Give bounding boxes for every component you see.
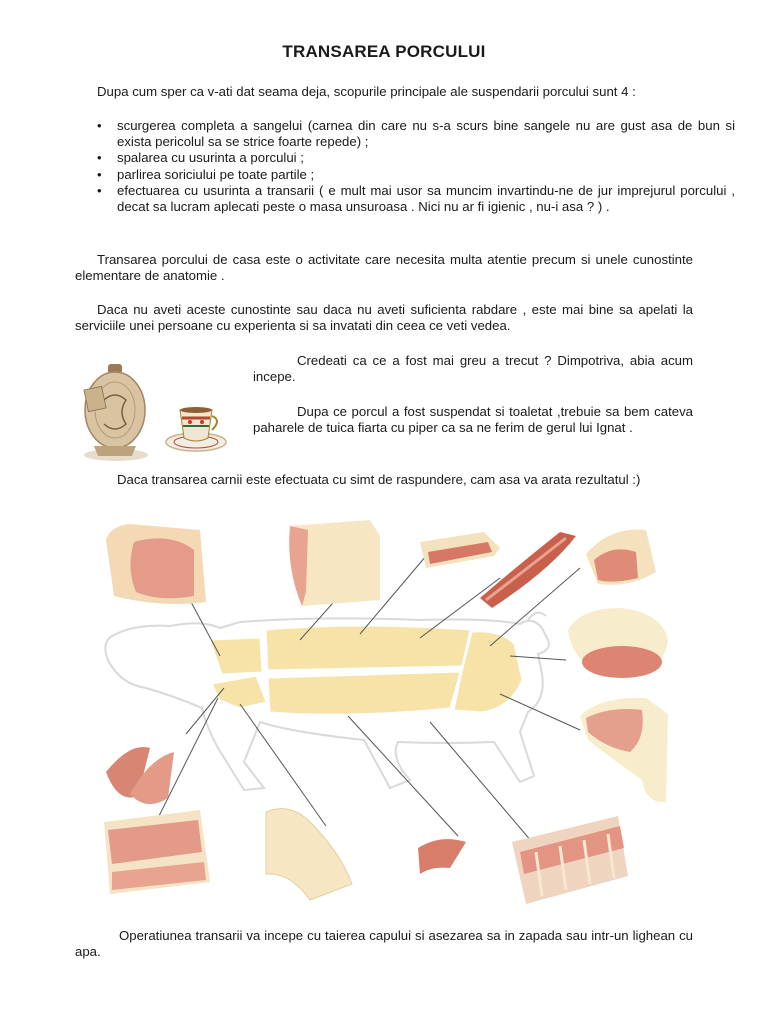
carcass-sections	[210, 626, 522, 714]
paragraph-experience: Daca nu aveti aceste cunostinte sau daca nu aveti suficienta rabdare , este mai bine sa apelati la serviciile unei persoane cu experienta si sa invatati din ceea ce veti vedea.	[75, 302, 693, 334]
pork-cut-spare-ribs	[512, 816, 628, 904]
list-item: • spalarea cu usurinta a porcului ;	[117, 150, 735, 166]
pork-cut-leg	[580, 698, 668, 802]
pork-cuts-diagram	[90, 512, 680, 910]
pork-cut-hock	[586, 530, 656, 585]
pork-cut-shoulder	[106, 524, 206, 604]
purpose-list	[75, 118, 735, 215]
list-item: • scurgerea completa a sangelui (carnea din care nu s-a scurs bine sangele nu are gust asa de bun si exista pericolul sa se strice foarte repede) ;	[117, 118, 735, 150]
paragraph-tuica: Dupa ce porcul a fost suspendat si toaletat ,trebuie sa bem cateva paharele de tuica fiarta cu piper ca sa ne ferim de gerul lui Ignat .	[253, 404, 693, 436]
loin-section	[266, 626, 470, 670]
list-item: • efectuarea cu usurinta a transarii ( e mult mai usor sa muncim invartindu-ne de jur imprejurul porcului , decat sa lucram aplecati peste o masa unsuroasa . Nici nu ar fi igienic , nu-i asa ? ) .	[117, 183, 735, 215]
wooden-bottle-icon	[84, 364, 148, 461]
pork-cut-ribs-small	[420, 532, 500, 568]
belly-section	[268, 672, 460, 714]
pork-cut-hind-skin	[266, 809, 352, 900]
paragraph-hardest: Credeati ca ce a fost mai greu a trecut ? Dimpotriva, abia acum incepe.	[253, 353, 693, 385]
paragraph-anatomy: Transarea porcului de casa este o activitate care necesita multa atentie precum si unele cunostinte elementare de anatomie .	[75, 252, 693, 284]
pork-cut-belly-slab	[104, 810, 210, 894]
pork-cut-trotters	[106, 747, 174, 804]
paragraph-head-cut: Operatiunea transarii va incepe cu taierea capului si asezarea sa in zapada sau intr-un lighean cu apa.	[75, 928, 693, 960]
pork-cut-loin-block	[289, 520, 380, 606]
tuica-illustration	[74, 360, 244, 466]
list-item: • parlirea soriciului pe toate partile ;	[117, 167, 735, 183]
shoulder-section	[210, 638, 262, 674]
pork-cut-strips	[418, 839, 466, 874]
page-title: TRANSAREA PORCULUI	[282, 42, 486, 61]
intro-paragraph: Dupa cum sper ca v-ati dat seama deja, scopurile principale ale suspendarii porcului sunt 4 :	[97, 84, 636, 99]
pork-cut-round-ham	[568, 608, 668, 678]
paragraph-result: Daca transarea carnii este efectuata cu simt de raspundere, cam asa va arata rezultatul :)	[117, 472, 641, 487]
cup-saucer-icon	[166, 407, 226, 451]
